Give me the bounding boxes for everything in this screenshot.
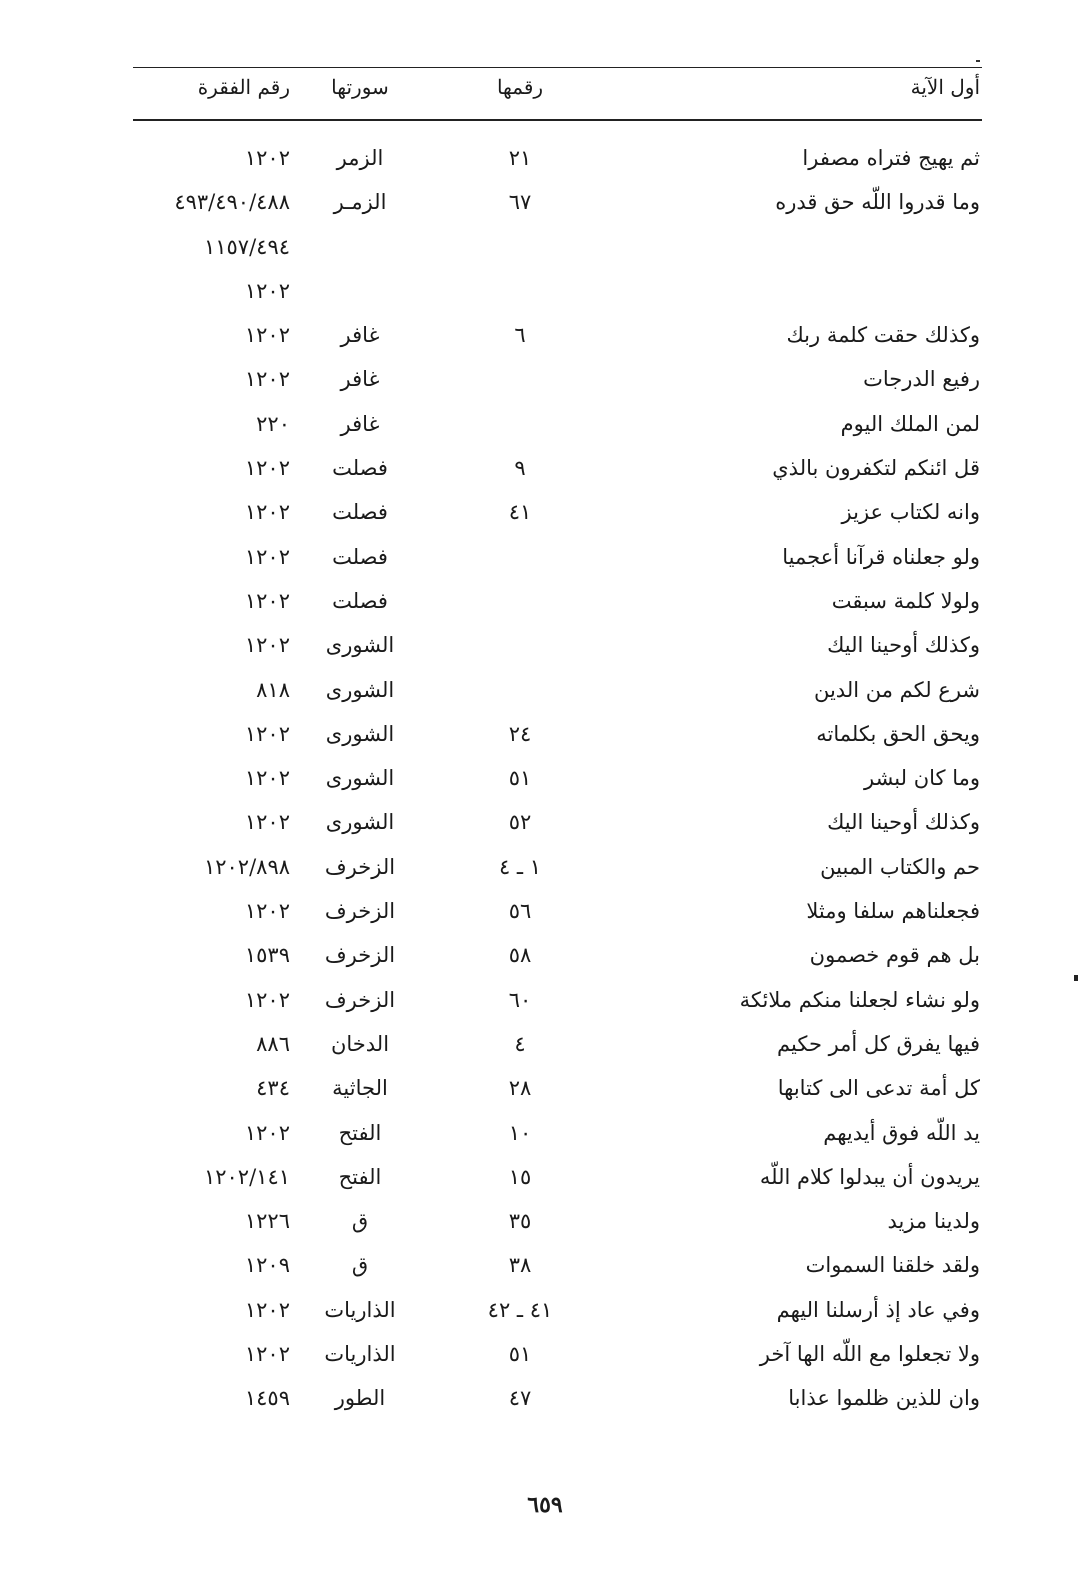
verse-number-cell: ٣٨ (508, 1253, 532, 1278)
paragraph-cell: ١٢٠٢ (244, 633, 290, 658)
paragraph-cell: ٢٢٠ (256, 411, 290, 436)
verse-cell: وان للذين ظلموا عذابا (788, 1386, 980, 1411)
verse-cell: حم والكتاب المبين (820, 854, 980, 879)
header-surah: سورتها (331, 75, 389, 99)
verse-cell: وكذلك أوحينا اليك (827, 810, 980, 835)
paragraph-cell: ١٢٠٢ (244, 1297, 290, 1322)
table-row (0, 763, 1090, 807)
paragraph-cell: ٨٨٦ (256, 1031, 290, 1056)
paragraph-cell: ١٢٠٢ (244, 1120, 290, 1145)
paragraph-cell: ١٢٠٢ (244, 766, 290, 791)
verse-number-cell: ١٠ (508, 1120, 532, 1145)
table-row (0, 1250, 1090, 1294)
table-row (0, 1206, 1090, 1250)
verse-number-cell: ٥١ (508, 1342, 532, 1367)
surah-cell: الذاريات (324, 1297, 396, 1322)
verse-number-cell: ١ ـ ٤ (498, 854, 542, 879)
table-row (0, 453, 1090, 497)
surah-cell: غافر (340, 323, 380, 348)
paragraph-cell: ١٢٢٦ (244, 1209, 290, 1234)
verse-number-cell: ٢١ (508, 146, 532, 170)
table-row (0, 940, 1090, 984)
paragraph-cell: ١٢٠٢ (244, 323, 290, 348)
table-row (0, 719, 1090, 763)
verse-number-cell: ٥٦ (508, 899, 532, 924)
table-row (0, 630, 1090, 674)
table-row (0, 1339, 1090, 1383)
table-row (0, 409, 1090, 453)
surah-cell: الذاريات (324, 1342, 396, 1367)
top-rule (133, 67, 982, 68)
paragraph-cell: ١٢٠٢/١٤١ (203, 1164, 290, 1189)
surah-cell: ق (351, 1209, 369, 1234)
verse-number-cell: ٦٧ (508, 190, 532, 215)
paragraph-cell: ١٢٠٢ (244, 987, 290, 1012)
verse-number-cell: ٦ (514, 323, 526, 348)
table-row (0, 1383, 1090, 1427)
table-row (0, 1118, 1090, 1162)
surah-cell: الجاثية (332, 1076, 388, 1101)
surah-cell: فصلت (332, 500, 388, 525)
surah-cell: الشورى (325, 633, 395, 658)
paragraph-cell: ١٢٠٢/٨٩٨ (203, 854, 290, 879)
table-row (0, 187, 1090, 231)
verse-cell: ولو نشاء لجعلنا منكم ملائكة (739, 987, 980, 1012)
table-row (0, 276, 1090, 320)
table-row (0, 364, 1090, 408)
paragraph-cell: ٤٣٤ (256, 1076, 290, 1101)
verse-cell: ولقد خلقنا السموات (805, 1253, 980, 1278)
verse-cell: فجعلناهم سلفا ومثلا (806, 899, 980, 924)
verse-cell: وما قدروا اللّه حق قدره (775, 190, 980, 215)
verse-cell: فيها يفرق كل أمر حكيم (777, 1031, 980, 1056)
table-row (0, 985, 1090, 1029)
verse-number-cell: ٤١ (508, 500, 532, 525)
surah-cell: غافر (340, 367, 380, 392)
verse-cell: يريدون أن يبدلوا كلام اللّه (759, 1164, 980, 1189)
paragraph-cell: ١٢٠٢ (244, 146, 290, 170)
verse-number-cell: ٣٥ (508, 1209, 532, 1234)
verse-cell: لمن الملك اليوم (840, 411, 980, 436)
paragraph-cell: ١١٥٧/٤٩٤ (203, 234, 290, 259)
header-verse: أول الآية (910, 75, 980, 99)
verse-cell: كل أمة تدعى الى كتابها (777, 1076, 980, 1101)
page-number: ٦٥٩ (527, 1492, 563, 1518)
table-row (0, 675, 1090, 719)
verse-number-cell: ١٥ (508, 1164, 532, 1189)
verse-cell: ولا تجعلوا مع اللّه الها آخر (759, 1342, 980, 1367)
table-row (0, 320, 1090, 364)
surah-cell: الطور (334, 1386, 386, 1411)
paragraph-cell: ٤٩٣/٤٩٠/٤٨٨ (174, 190, 290, 215)
surah-cell: الزمـر (333, 190, 387, 215)
verse-cell: وانه لكتاب عزيز (841, 500, 980, 525)
paragraph-cell: ١٥٣٩ (244, 943, 290, 968)
table-row (0, 1162, 1090, 1206)
surah-cell: الزخرف (324, 899, 396, 924)
surah-cell: ق (351, 1253, 369, 1278)
paragraph-cell: ١٤٥٩ (244, 1386, 290, 1411)
surah-cell: الفتح (338, 1164, 382, 1189)
paragraph-cell: ١٢٠٢ (244, 810, 290, 835)
surah-cell: الشورى (325, 766, 395, 791)
paragraph-cell: ٨١٨ (256, 677, 290, 702)
paragraph-cell: ١٢٠٩ (244, 1253, 290, 1278)
verse-number-cell: ٥٨ (508, 943, 532, 968)
surah-cell: فصلت (332, 544, 388, 569)
table-row (0, 807, 1090, 851)
surah-cell: الشورى (325, 721, 395, 746)
surah-cell: الزخرف (324, 987, 396, 1012)
verse-cell: ولدينا مزيد (887, 1209, 980, 1234)
table-row (0, 1295, 1090, 1339)
verse-cell: بل هم قوم خصمون (809, 943, 980, 968)
table-row (0, 497, 1090, 541)
table-row (0, 586, 1090, 630)
surah-cell: الدخان (330, 1031, 390, 1056)
paragraph-cell: ١٢٠٢ (244, 899, 290, 924)
paragraph-cell: ١٢٠٢ (244, 544, 290, 569)
verse-cell: وما كان لبشر (863, 766, 980, 791)
paragraph-cell: ١٢٠٢ (244, 588, 290, 613)
paragraph-cell: ١٢٠٢ (244, 721, 290, 746)
corner-tick-mark (976, 60, 980, 62)
paragraph-cell: ١٢٠٢ (244, 500, 290, 525)
margin-mark (1074, 975, 1078, 981)
surah-cell: الفتح (338, 1120, 382, 1145)
paragraph-cell: ١٢٠٢ (244, 367, 290, 392)
verse-cell: وكذلك حقت كلمة ربك (786, 323, 980, 348)
paragraph-cell: ١٢٠٢ (244, 1342, 290, 1367)
verse-number-cell: ٤١ ـ ٤٢ (487, 1297, 553, 1322)
table-row (0, 896, 1090, 940)
verse-number-cell: ٥١ (508, 766, 532, 791)
header-number: رقمها (496, 75, 544, 99)
verse-number-cell: ٩ (514, 456, 526, 481)
verse-number-cell: ٤ (514, 1031, 526, 1056)
verse-cell: وكذلك أوحينا اليك (827, 633, 980, 658)
verse-cell: ثم يهيج فتراه مصفرا (802, 146, 980, 170)
table-row (0, 852, 1090, 896)
verse-number-cell: ٢٤ (508, 721, 532, 746)
verse-number-cell: ٢٨ (508, 1076, 532, 1101)
table-header (0, 72, 1090, 112)
verse-cell: وفي عاد إذ أرسلنا اليهم (776, 1297, 980, 1322)
table-row (0, 1029, 1090, 1073)
surah-cell: الزخرف (324, 854, 396, 879)
verse-cell: ولولا كلمة سبقت (831, 588, 980, 613)
verse-number-cell: ٤٧ (508, 1386, 532, 1411)
verse-cell: رفيع الدرجات (863, 367, 980, 392)
verse-cell: ويحق الحق بكلماته (816, 721, 980, 746)
index-table-body (0, 143, 1090, 1428)
verse-cell: ولو جعلناه قرآنا أعجميا (782, 544, 980, 569)
verse-cell: شرع لكم من الدين (813, 677, 980, 702)
paragraph-cell: ١٢٠٢ (244, 456, 290, 481)
surah-cell: فصلت (332, 588, 388, 613)
surah-cell: الزمر (336, 146, 384, 170)
surah-cell: فصلت (332, 456, 388, 481)
table-row (0, 143, 1090, 187)
verse-number-cell: ٦٠ (508, 987, 532, 1012)
table-row (0, 1073, 1090, 1117)
verse-number-cell: ٥٢ (508, 810, 532, 835)
table-row (0, 542, 1090, 586)
surah-cell: الشورى (325, 810, 395, 835)
verse-cell: قل ائنكم لتكفرون بالذي (772, 456, 980, 481)
table-row (0, 232, 1090, 276)
verse-cell: يد اللّه فوق أيديهم (823, 1120, 980, 1145)
header-paragraph: رقم الفقرة (197, 75, 290, 99)
surah-cell: غافر (340, 411, 380, 436)
paragraph-cell: ١٢٠٢ (244, 278, 290, 303)
header-rule (133, 119, 982, 121)
surah-cell: الشورى (325, 677, 395, 702)
surah-cell: الزخرف (324, 943, 396, 968)
